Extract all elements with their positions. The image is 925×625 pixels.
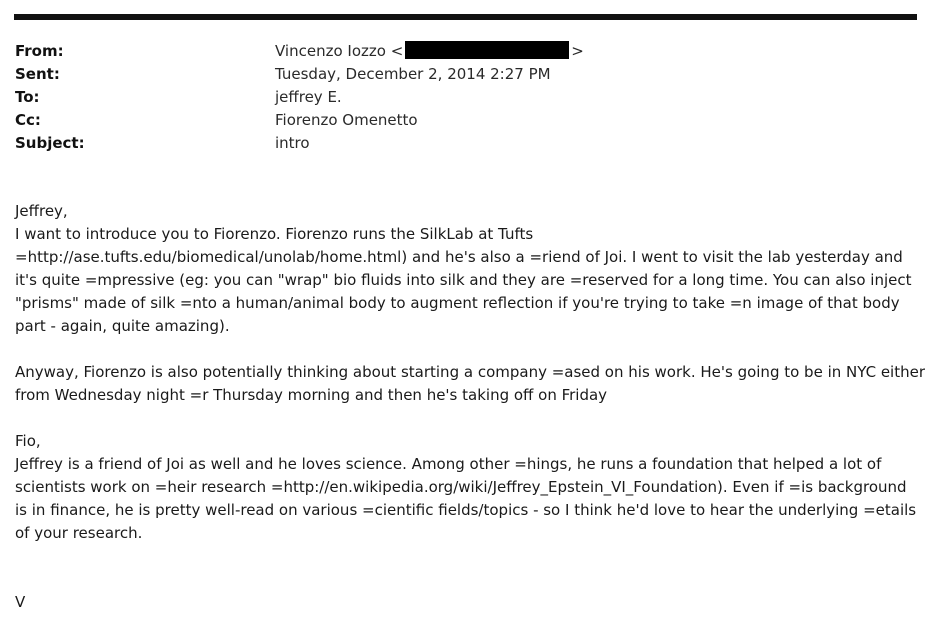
body-line: Jeffrey, bbox=[15, 202, 68, 220]
body-line: scientists work on =heir research =http://en.wikipedia.org/wiki/Jeffrey_Epstein_VI_Foundation). Even if =is background bbox=[15, 478, 907, 496]
subject-value: intro bbox=[275, 134, 310, 152]
body-line: part - again, quite amazing). bbox=[15, 317, 230, 335]
paragraph-intro bbox=[15, 200, 910, 338]
from-end: > bbox=[571, 42, 584, 60]
cc-row bbox=[15, 109, 895, 132]
sent-label: Sent: bbox=[15, 65, 60, 83]
from-name: Vincenzo Iozzo < bbox=[275, 42, 404, 60]
body-line: Anyway, Fiorenzo is also potentially thinking about starting a company =ased on his work. He's going to be in NYC either bbox=[15, 363, 925, 381]
body-line: =http://ase.tufts.edu/biomedical/unolab/home.html) and he's also a =riend of Joi. I went to visit the lab yesterday and bbox=[15, 248, 903, 266]
from-row bbox=[15, 40, 895, 63]
signature: V bbox=[15, 593, 26, 611]
sent-row bbox=[15, 63, 895, 86]
body-line: "prisms" made of silk =nto a human/animal body to augment reflection if you're trying to take =n image of that body bbox=[15, 294, 900, 312]
body-line: Fio, bbox=[15, 432, 41, 450]
subject-label: Subject: bbox=[15, 134, 85, 152]
cc-value: Fiorenzo Omenetto bbox=[275, 111, 418, 129]
email-body bbox=[15, 200, 925, 614]
paragraph-fio bbox=[15, 430, 917, 545]
body-line: Jeffrey is a friend of Joi as well and he loves science. Among other =hings, he runs a foundation that helped a lot of bbox=[15, 455, 882, 473]
to-row bbox=[15, 86, 895, 109]
from-label: From: bbox=[15, 42, 64, 60]
body-line: of your research. bbox=[15, 524, 143, 542]
sent-value: Tuesday, December 2, 2014 2:27 PM bbox=[275, 65, 551, 83]
to-label: To: bbox=[15, 88, 40, 106]
email-header bbox=[15, 40, 895, 155]
from-value bbox=[275, 40, 584, 63]
body-line: it's quite =mpressive (eg: you can "wrap" bio fluids into silk and they are =reserved for a long time. You can also inject bbox=[15, 271, 912, 289]
header-divider-rule bbox=[14, 14, 917, 20]
redaction-box bbox=[405, 41, 569, 59]
body-line: is in finance, he is pretty well-read on various =cientific fields/topics - so I think he'd love to hear the underlying =etails bbox=[15, 501, 917, 519]
cc-label: Cc: bbox=[15, 111, 41, 129]
body-line: I want to introduce you to Fiorenzo. Fiorenzo runs the SilkLab at Tufts bbox=[15, 225, 534, 243]
body-line: from Wednesday night =r Thursday morning and then he's taking off on Friday bbox=[15, 386, 608, 404]
subject-row bbox=[15, 132, 895, 155]
paragraph-company bbox=[15, 361, 925, 407]
to-value: jeffrey E. bbox=[275, 88, 342, 106]
